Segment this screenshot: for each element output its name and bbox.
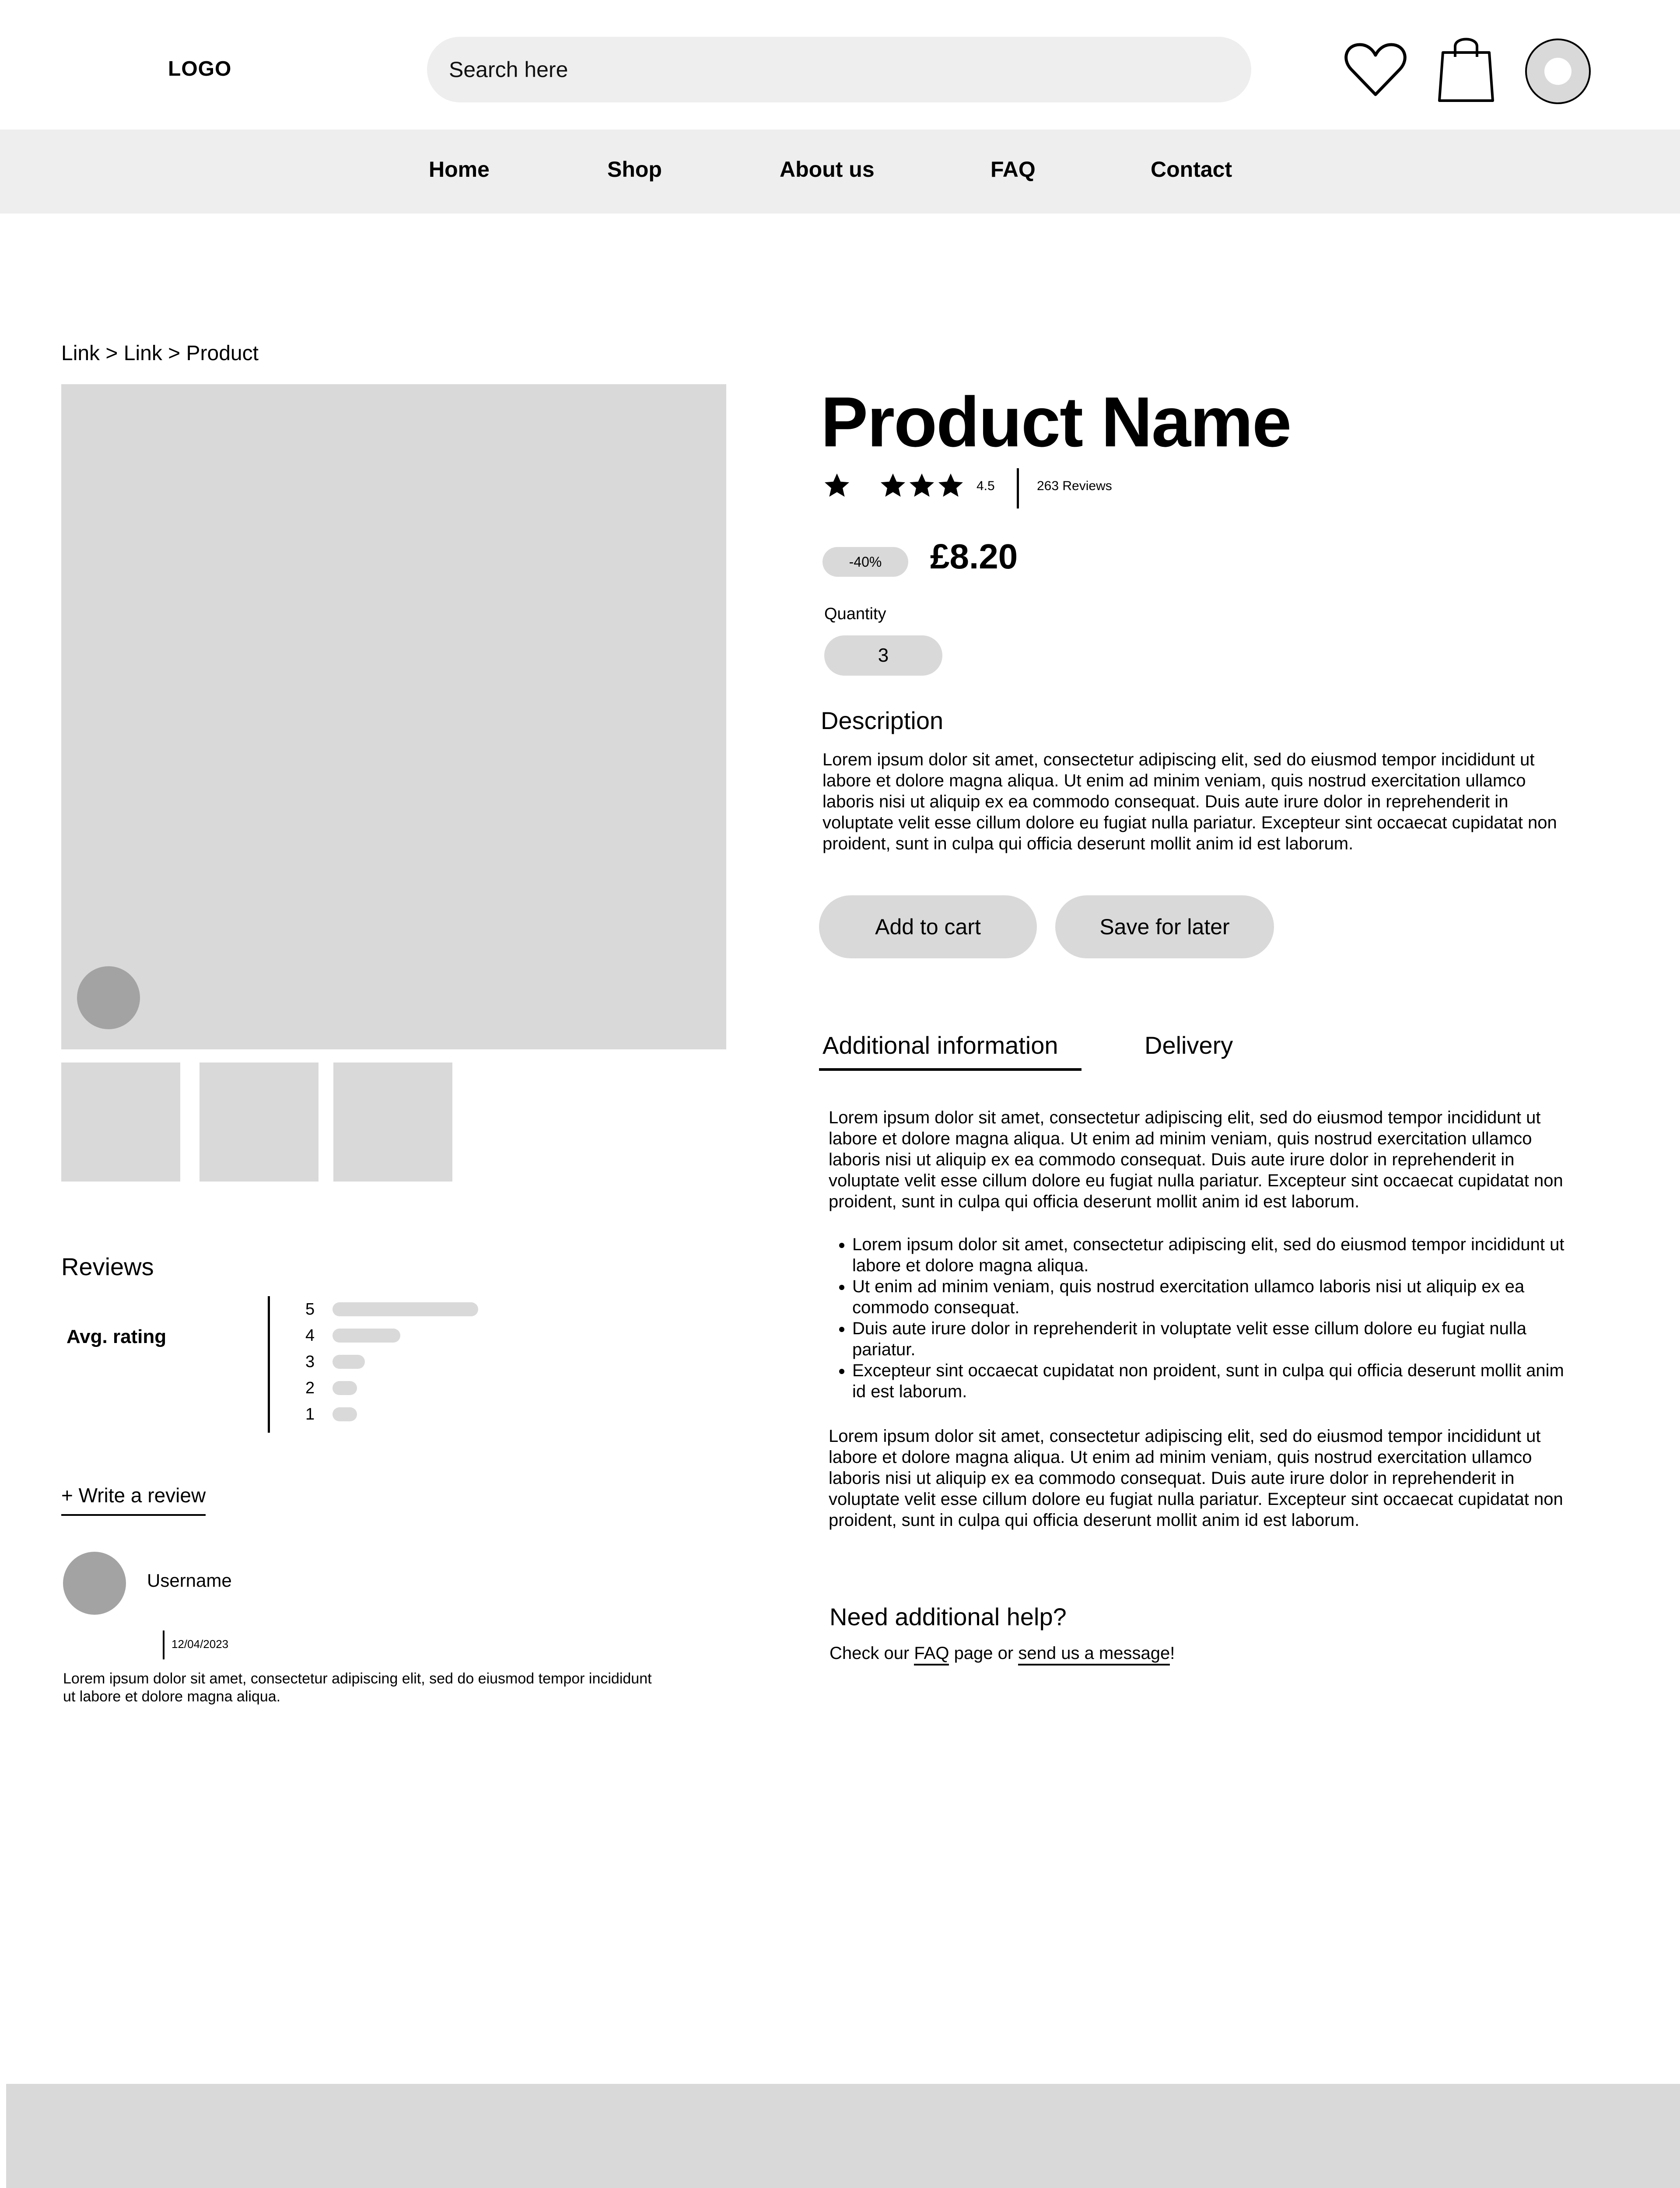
rating-breakdown-bar [332, 1381, 357, 1395]
quantity-selector[interactable]: 3 [824, 635, 942, 676]
product-main-image [61, 384, 726, 1049]
search-input[interactable] [427, 37, 1251, 102]
list-item: • Excepteur sint occaecat cupidatat non proident, sunt in culpa qui officia deserunt mollit anim id est laborum. [852, 1360, 1581, 1402]
shopping-bag-icon[interactable] [1438, 35, 1494, 103]
user-avatar-icon[interactable] [1525, 39, 1591, 104]
breadcrumb[interactable]: Link > Link > Product [61, 342, 259, 365]
site-footer [6, 2084, 1680, 2188]
product-thumbnail[interactable] [200, 1062, 318, 1182]
rating-breakdown-row [305, 1406, 357, 1423]
discount-badge: -40% [822, 547, 908, 577]
rating-value: 4.5 [976, 479, 995, 493]
product-name: Product Name [821, 382, 1291, 462]
list-item: • Ut enim ad minim veniam, quis nostrud exercitation ullamco laboris nisi ut aliquip ex ea commodo consequat. [852, 1276, 1581, 1318]
heart-icon[interactable] [1344, 41, 1407, 98]
rating-divider [268, 1296, 270, 1433]
review-text: Lorem ipsum dolor sit amet, consectetur adipiscing elit, sed do eiusmod tempor incididunt ut labore et dolore magna aliqua. [63, 1670, 652, 1705]
description-text: Lorem ipsum dolor sit amet, consectetur adipiscing elit, sed do eiusmod tempor incididunt ut labore et dolore magna aliqua. Ut enim ad minim veniam, quis nostrud exercitation ullamco laboris nisi ut aliquip ex ea commodo consequat. Duis aute irure dolor in reprehenderit in voluptate velit esse cillum dolore eu fugiat nulla pariatur. Excepteur sint occaecat cupidatat non proident, sunt in culpa qui officia deserunt mollit anim id est laborum. [822, 750, 1557, 853]
rating-breakdown-row [305, 1353, 365, 1371]
rating-breakdown-bar [332, 1302, 478, 1316]
product-thumbnail[interactable] [61, 1062, 180, 1182]
list-item: • Lorem ipsum dolor sit amet, consectetur adipiscing elit, sed do eiusmod tempor incididunt ut labore et dolore magna aliqua. [852, 1234, 1581, 1276]
product-thumbnail[interactable] [333, 1062, 452, 1182]
rating-breakdown-stars: 1 [305, 1405, 315, 1424]
tab-delivery[interactable]: Delivery [1144, 1031, 1233, 1059]
avg-rating-label: Avg. rating [66, 1326, 167, 1347]
rating-breakdown-bar [332, 1329, 400, 1343]
site-header [0, 0, 1680, 130]
rating-breakdown-bar [332, 1355, 365, 1369]
save-for-later-button[interactable]: Save for later [1055, 895, 1274, 958]
tab-paragraph: Lorem ipsum dolor sit amet, consectetur adipiscing elit, sed do eiusmod tempor incididunt ut labore et dolore magna aliqua. Ut enim ad minim veniam, quis nostrud exercitation ullamco laboris nisi ut aliquip ex ea commodo consequat. Duis aute irure dolor in reprehenderit in voluptate velit esse cillum dolore eu fugiat nulla pariatur. Excepteur sint occaecat cupidatat non proident, sunt in culpa qui officia deserunt mollit anim id est laborum. [829, 1108, 1563, 1211]
help-text-prefix: Check our [830, 1644, 914, 1663]
nav-item-shop[interactable]: Shop [607, 157, 662, 182]
product-price: £8.20 [930, 537, 1018, 576]
logo[interactable]: LOGO [168, 57, 232, 81]
nav-item-faq[interactable]: FAQ [990, 157, 1036, 182]
star-icon [907, 472, 936, 500]
add-to-cart-button[interactable]: Add to cart [819, 895, 1037, 958]
review-date: 12/04/2023 [172, 1637, 229, 1651]
tab-bullet-list [829, 1234, 1581, 1402]
nav-item-home[interactable]: Home [429, 157, 490, 182]
faq-link[interactable]: FAQ [914, 1644, 949, 1666]
reviews-count[interactable]: 263 Reviews [1037, 479, 1112, 493]
main-nav [0, 130, 1680, 214]
list-item: • Duis aute irure dolor in reprehenderit in voluptate velit esse cillum dolore eu fugiat nulla pariatur. [852, 1318, 1581, 1360]
star-icon [822, 472, 851, 500]
nav-item-about-us[interactable]: About us [780, 157, 875, 182]
star-icon [936, 472, 965, 500]
rating-breakdown-row [305, 1327, 400, 1344]
write-review-link[interactable]: + Write a review [61, 1483, 206, 1516]
help-title: Need additional help? [830, 1603, 1067, 1630]
nav-item-contact[interactable]: Contact [1151, 157, 1232, 182]
send-message-link[interactable]: send us a message [1018, 1644, 1170, 1666]
rating-breakdown-stars: 5 [305, 1300, 315, 1318]
review-username: Username [147, 1570, 232, 1591]
help-text [830, 1644, 1175, 1663]
rating-breakdown-stars: 2 [305, 1378, 315, 1397]
rating-divider [1017, 468, 1019, 508]
star-icon [878, 472, 907, 500]
tab-paragraph: Lorem ipsum dolor sit amet, consectetur adipiscing elit, sed do eiusmod tempor incididunt ut labore et dolore magna aliqua. Ut enim ad minim veniam, quis nostrud exercitation ullamco laboris nisi ut aliquip ex ea commodo consequat. Duis aute irure dolor in reprehenderit in voluptate velit esse cillum dolore eu fugiat nulla pariatur. Excepteur sint occaecat cupidatat non proident, sunt in culpa qui officia deserunt mollit anim id est laborum. [829, 1427, 1563, 1530]
rating-breakdown-bar [332, 1407, 357, 1421]
rating-breakdown-row [305, 1301, 478, 1318]
description-title: Description [821, 707, 944, 734]
tab-additional-information[interactable]: Additional information [819, 1031, 1082, 1071]
rating-breakdown-stars: 4 [305, 1326, 315, 1345]
star-rating [822, 472, 965, 500]
image-indicator-dot[interactable] [77, 966, 140, 1029]
reviews-title: Reviews [61, 1253, 154, 1280]
help-text-suffix: ! [1170, 1644, 1175, 1663]
quantity-label: Quantity [824, 605, 886, 623]
rating-breakdown-row [305, 1379, 357, 1397]
reviewer-avatar [63, 1552, 126, 1615]
help-text-middle: page or [949, 1644, 1018, 1663]
rating-breakdown-stars: 3 [305, 1352, 315, 1371]
review-divider [163, 1630, 164, 1659]
